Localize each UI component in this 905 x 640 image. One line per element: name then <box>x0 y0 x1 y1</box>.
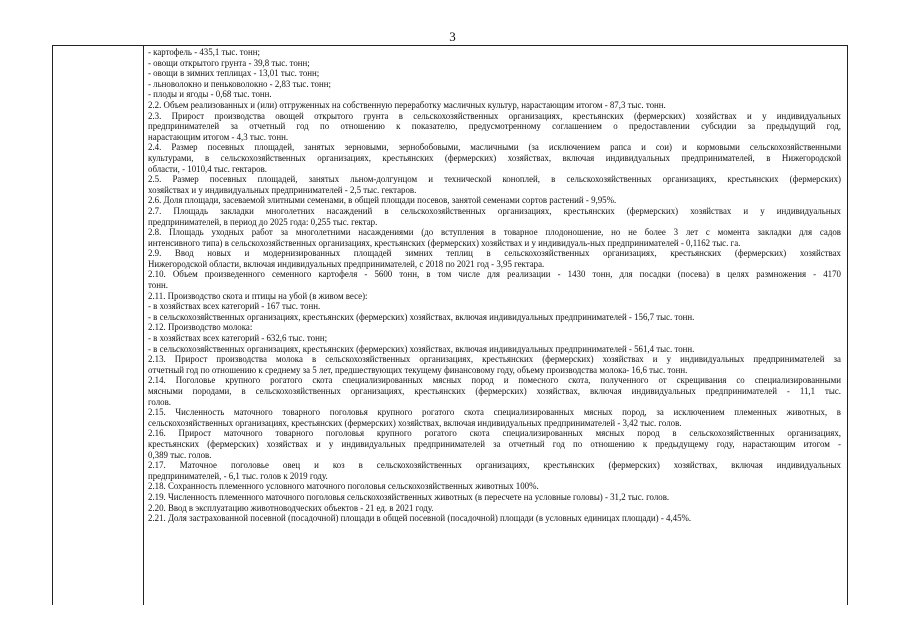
text-line: Нижегородской области, включая индивидуальных предпринимателей, с 2018 по 2021 год - 3,95 гектара. <box>148 258 545 269</box>
page-number: 3 <box>449 29 456 44</box>
text-line: 2.8. Площадь уходных работ за многолетними насаждениями (до вступления в товарное плодоношение, но не более 3 лет с момента закладки для садов <box>148 227 841 238</box>
text-line: - в сельскохозяйственных организациях, крестьянских (фермерских) хозяйствах, включая индивидуальных предпринимателей - 561,4 тыс. тонн. <box>148 343 695 354</box>
text-line: предпринимателей, в период до 2025 года: 0,255 тыс. гектар. <box>148 216 378 227</box>
text-line: предпринимателей, - 6,1 тыс. голов к 2019 году. <box>148 470 328 481</box>
text-line: мясными породами, в сельскохозяйственных организациях, крестьянских (фермерских) хозяйствах, включая индивидуальных предпринимателей - 11,1 тыс. <box>148 386 841 396</box>
text-line: области, - 1010,4 тыс. гектаров. <box>148 163 267 174</box>
text-line: 2.2. Объем реализованных и (или) отгруженных на собственную переработку масличных культур, нарастающим итогом - 87,3 тыс. тонн. <box>148 99 666 110</box>
text-line: 0,389 тыс. голов. <box>148 449 212 460</box>
text-line: 2.14. Поголовье крупного рогатого скота специализированных мясных пород и помесного скота, полученного от скрещивания со специализированными <box>148 375 841 386</box>
text-line: голов. <box>148 396 172 407</box>
text-line: 2.18. Сохранность племенного условного маточного поголовья сельскохозяйственных животных 100%. <box>148 481 539 492</box>
text-line: нарастающим итогом - 4,3 тыс. тонн. <box>148 131 289 142</box>
text-line: предпринимателей за отчетный год по отношению к показателю, предусмотренному соглашением о предоставлении субсидии за предыдущий год, <box>148 121 841 132</box>
text-line: - в хозяйствах всех категорий - 167 тыс. тонн. <box>148 301 321 312</box>
text-line: 2.21. Доля застрахованной посевной (посадочной) площади в общей посевной (посадочной) площади (в условных единицах площади) - 4,45%. <box>148 513 692 524</box>
text-line: интенсивного типа) в сельскохозяйственных организациях, крестьянских (фермерских) хозяйствах и у индивидуаль-ных предпринимателей - 0,1162 тыс. га. <box>148 237 741 248</box>
text-line: - в хозяйствах всех категорий - 632,6 тыс. тонн; <box>148 333 328 344</box>
text-line: тонн. <box>148 280 168 291</box>
text-line: крестьянских (фермерских) хозяйствах и у индивидуальных предпринимателей за отчетный год по отношению к предыдущему году, нарастающим итогом - <box>148 438 841 449</box>
document-table <box>52 45 848 605</box>
text-line: 2.15. Численность маточного товарного поголовья крупного рогатого скота специализированных мясных пород, за исключением племенных животных, в <box>148 407 841 418</box>
text-line: - картофель - 435,1 тыс. тонн; <box>148 47 260 57</box>
text-line: 2.10. Объем произведенного семенного картофеля - 5600 тонн, в том числе для реализации - 1430 тонн, для посадки (посева) в целях размножения - 4170 <box>148 269 841 280</box>
text-line: - плоды и ягоды - 0,68 тыс. тонн. <box>148 89 272 100</box>
text-line: 2.13. Прирост производства молока в сельскохозяйственных организациях, крестьянских (фермерских) хозяйствах и у индивидуальных предпринимателей за <box>148 354 841 365</box>
text-line: - овощи открытого грунта - 39,8 тыс. тонн; <box>148 57 310 68</box>
text-line: 2.7. Площадь закладки многолетних насаждений в сельскохозяйственных организациях, крестьянских (фермерских) хозяйствах и у индивидуальных <box>148 205 841 216</box>
text-line: 2.9. Ввод новых и модернизированных площадей зимних теплиц в сельскохозяйственных организациях, крестьянских (фермерских) хозяйствах <box>148 248 841 259</box>
text-line: сельскохозяйственных организациях, крестьянских (фермерских) хозяйствах, включая индивидуальных предпринимателей - 3,42 тыс. голов. <box>148 417 682 428</box>
text-line: - овощи в зимних теплицах - 13,01 тыс. тонн; <box>148 68 320 79</box>
text-line: 2.3. Прирост производства овощей открытого грунта в сельскохозяйственных организациях, крестьянских (фермерских) хозяйствах и у индивидуальных <box>148 110 841 121</box>
text-line: - льноволокно и пеньковолокно - 2,83 тыс. тонн; <box>148 78 331 89</box>
text-line: 2.17. Маточное поголовье овец и коз в сельскохозяйственных организациях, крестьянских (фермерских) хозяйствах, включая индивидуальных <box>148 460 841 471</box>
text-line: 2.5. Размер посевных площадей, занятых льном-долгунцом и технической коноплей, в сельскохозяйственных организациях, крестьянских (фермерских) <box>148 174 841 185</box>
table-left-cell <box>53 46 144 605</box>
text-line: отчетный год по отношению к среднему за 5 лет, предшествующих текущему финансовому году, объему производства молока- 16,6 тыс. тонн. <box>148 364 688 375</box>
text-line: 2.20. Ввод в эксплуатацию животноводческих объектов - 21 ед. в 2021 году. <box>148 502 434 513</box>
text-line: 2.6. Доля площади, засеваемой элитными семенами, в общей площади посевов, занятой семенами сортов растений - 9,95%. <box>148 195 617 206</box>
text-line: культурами, в сельскохозяйственных организациях, крестьянских (фермерских) хозяйствах, включая индивидуальных предпринимателей, в Нижегородской <box>148 152 841 163</box>
text-line: 2.4. Размер посевных площадей, занятых зерновыми, зернобобовыми, масличными (за исключением рапса и сои) и кормовыми сельскохозяйственными <box>148 142 841 153</box>
text-line: 2.11. Производство скота и птицы на убой (в живом весе): <box>148 290 368 301</box>
table-content-cell <box>144 46 847 605</box>
text-line: 2.12. Производство молока: <box>148 322 253 333</box>
text-line: 2.16. Прирост маточного товарного поголовья крупного рогатого скота специализированных мясных пород в сельскохозяйственных организациях, <box>148 428 841 439</box>
text-line: 2.19. Численность племенного маточного поголовья сельскохозяйственных животных (в пересчете на условные головы) - 31,2 тыс. голов. <box>148 491 670 502</box>
text-line: - в сельскохозяйственных организациях, крестьянских (фермерских) хозяйствах, включая индивидуальных предпринимателей - 156,7 тыс. тонн. <box>148 311 695 322</box>
text-line: хозяйствах и у индивидуальных предпринимателей - 2,5 тыс. гектаров. <box>148 184 417 195</box>
